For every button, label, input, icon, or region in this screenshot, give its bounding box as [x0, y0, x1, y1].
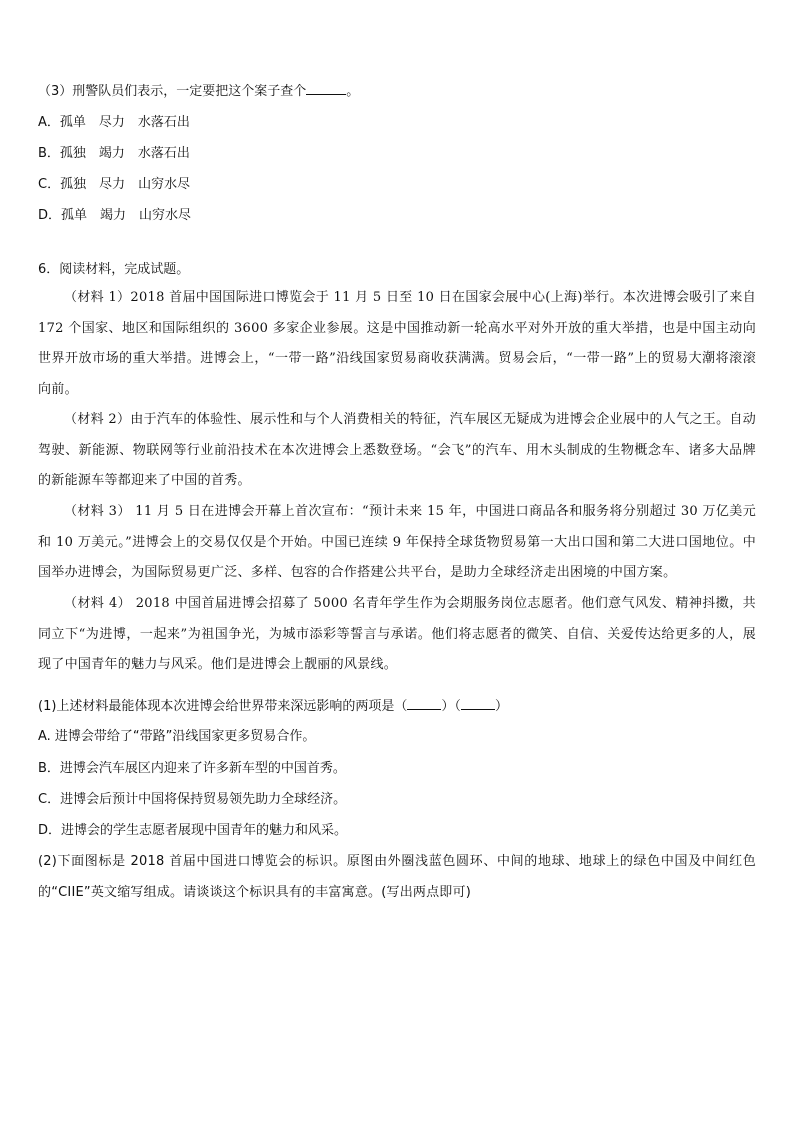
q6-sub2-question: (2)下面图标是 2018 首届中国进口博览会的标识。原图由外圈浅蓝色圆环、中间的地球、地球上的绿色中国及中间红色的“CIIE”英文缩写组成。请谈谈这个标识具有的丰富寓意。(写出两点即可): [38, 854, 756, 900]
q6-sub1-mid: ）（: [441, 699, 461, 714]
q6-sub1-stem: [38, 697, 508, 715]
answer-blank[interactable]: [306, 82, 346, 95]
q6-sub1-option-b: B．进博会汽车展区内迎来了许多新车型的中国首秀。: [38, 761, 346, 776]
q5-option-d: D．孤单 竭力 山穷水尽: [38, 208, 192, 223]
q5-sub3-end: 。: [346, 84, 360, 99]
q5-option-a: A．孤单 尽力 水落石出: [38, 115, 190, 130]
answer-blank-1[interactable]: [407, 697, 441, 710]
q6-heading: 6．阅读材料，完成试题。: [38, 262, 190, 277]
q6-sub1-text: (1)上述材料最能体现本次进博会给世界带来深远影响的两项是（: [38, 699, 408, 714]
q6-material-1: （材料 1）2018 首届中国国际进口博览会于 11 月 5 日至 10 日在国家会展中心(上海)举行。本次进博会吸引了来自 172 个国家、地区和国际组织的 3600 多家企业参展。这是中国推动新一轮高水平对外开放的重大举措，也是中国主动向世界开放市场的重大举措。进博会上，“一带一路”沿线国家贸易商收获满满。贸易会后，“一带一路”上的贸易大潮将滚滚向前。: [38, 290, 756, 397]
q5-option-b: B．孤独 竭力 水落石出: [38, 146, 190, 161]
q5-sub3-stem: [38, 82, 359, 100]
answer-blank-2[interactable]: [461, 697, 495, 710]
q5-option-c: C．孤独 尽力 山穷水尽: [38, 177, 191, 192]
q6-sub1-option-c: C．进博会后预计中国将保持贸易领先助力全球经济。: [38, 792, 347, 807]
q6-material-2: （材料 2）由于汽车的体验性、展示性和与个人消费相关的特征，汽车展区无疑成为进博会企业展中的人气之王。自动驾驶、新能源、物联网等行业前沿技术在本次进博会上悉数登场。“会飞”的汽车、用木头制成的生物概念车、诸多大品牌的新能源车等都迎来了中国的首秀。: [38, 412, 756, 488]
q6-material-3: （材料 3） 11 月 5 日在进博会开幕上首次宣布：“预计未来 15 年，中国进口商品各和服务将分别超过 30 万亿美元和 10 万美元。”进博会上的交易仅仅是个开始。中国已连续 9 年保持全球货物贸易第一大出口国和第二大进口国地位。中国举办进博会，为国际贸易更广泛、多样、包容的合作搭建公共平台，是助力全球经济走出困境的中国方案。: [38, 504, 756, 580]
q6-sub1-option-a: A. 进博会带给了“带路”沿线国家更多贸易合作。: [38, 729, 316, 744]
q5-sub3-text: （3）刑警队员们表示，一定要把这个案子查个: [38, 84, 307, 99]
q6-sub1-option-d: D．进博会的学生志愿者展现中国青年的魅力和风采。: [38, 823, 348, 838]
q6-sub1-end: ）: [494, 699, 508, 714]
q6-material-4: （材料 4） 2018 中国首届进博会招募了 5000 名青年学生作为会期服务岗位志愿者。他们意气风发、精神抖擞，共同立下“为进博，一起来”为祖国争光，为城市添彩等誓言与承诺。他们将志愿者的微笑、自信、关爱传达给更多的人，展现了中国青年的魅力与风采。他们是进博会上靓丽的风景线。: [38, 596, 756, 672]
